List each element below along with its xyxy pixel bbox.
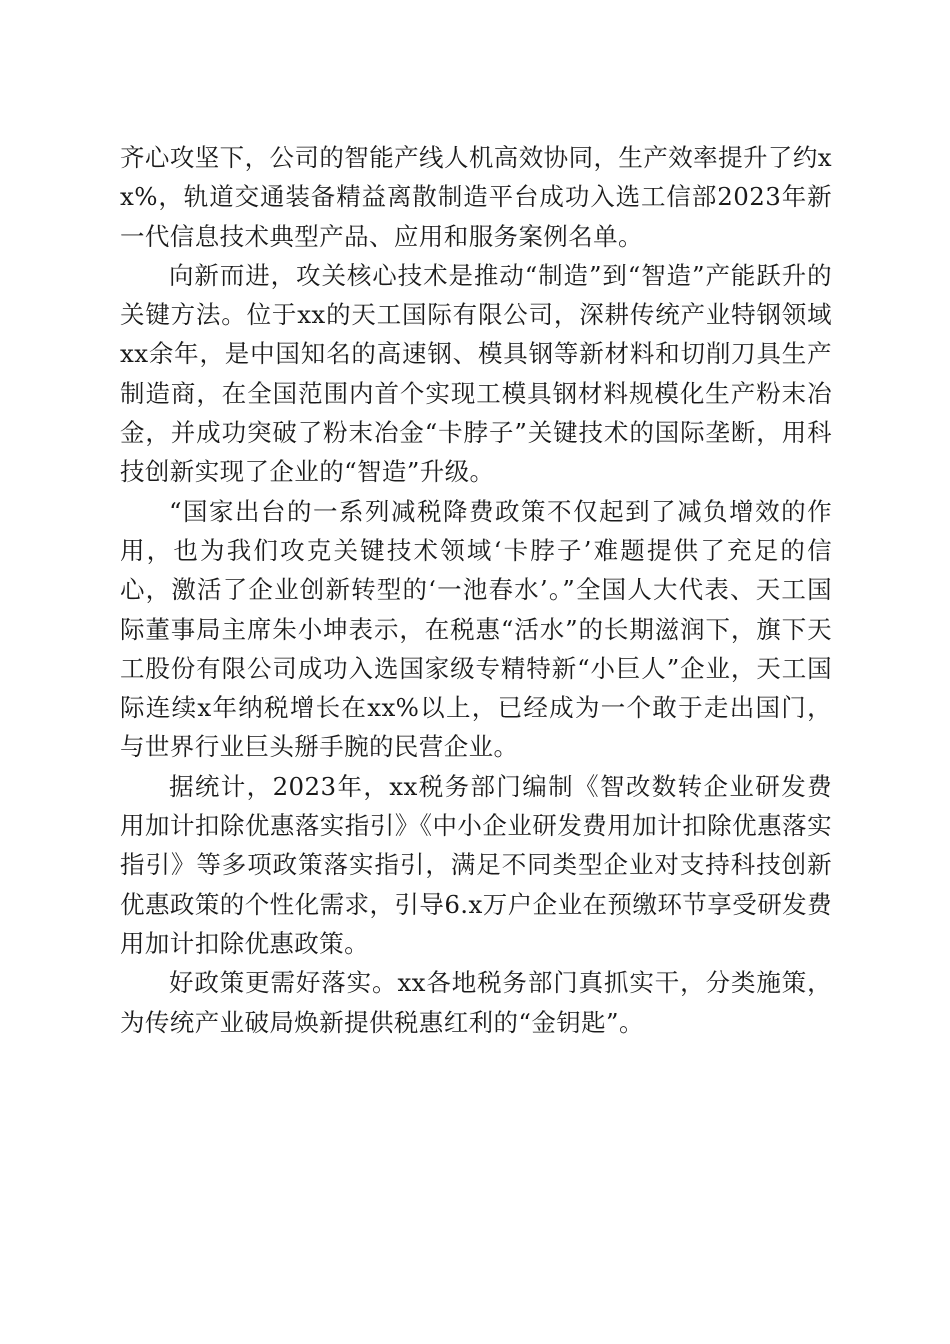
paragraph-core-technology: 向新而进，攻关核心技术是推动“制造”到“智造”产能跃升的关键方法。位于xx的天工国际有限公司，深耕传统产业特钢领域xx余年，是中国知名的高速钢、模具钢等新材料和切削刀具生产制造商，在全国范围内首个实现工模具钢材料规模化生产粉末冶金，并成功突破了粉末冶金“卡脖子”关键技术的国际垄断，用科技创新实现了企业的“智造”升级。: [120, 260, 832, 487]
paragraph-statistics: 据统计，2023年，xx税务部门编制《智改数转企业研发费用加计扣除优惠落实指引》《中小企业研发费用加计扣除优惠落实指引》等多项政策落实指引，满足不同类型企业对支持科技创新优惠政策的个性化需求，引导6.x万户企业在预缴环节享受研发费用加计扣除优惠政策。: [120, 771, 832, 958]
paragraph-implementation: 好政策更需好落实。xx各地税务部门真抓实干，分类施策，为传统产业破局焕新提供税惠红利的“金钥匙”。: [120, 968, 832, 1037]
paragraph-continued: 齐心攻坚下，公司的智能产线人机高效协同，生产效率提升了约xx%，轨道交通装备精益离散制造平台成功入选工信部2023年新一代信息技术典型产品、应用和服务案例名单。: [120, 143, 832, 251]
paragraph-quote: “国家出台的一系列减税降费政策不仅起到了减负增效的作用，也为我们攻克关键技术领域‘卡脖子’难题提供了充足的信心，激活了企业创新转型的‘一池春水’。”全国人大代表、天工国际董事局主席朱小坤表示，在税惠“活水”的长期滋润下，旗下天工股份有限公司成功入选国家级专精特新“小巨人”企业，天工国际连续x年纳税增长在xx%以上，已经成为一个敢于走出国门，与世界行业巨头掰手腕的民营企业。: [120, 496, 832, 762]
document-body: [120, 138, 832, 1042]
